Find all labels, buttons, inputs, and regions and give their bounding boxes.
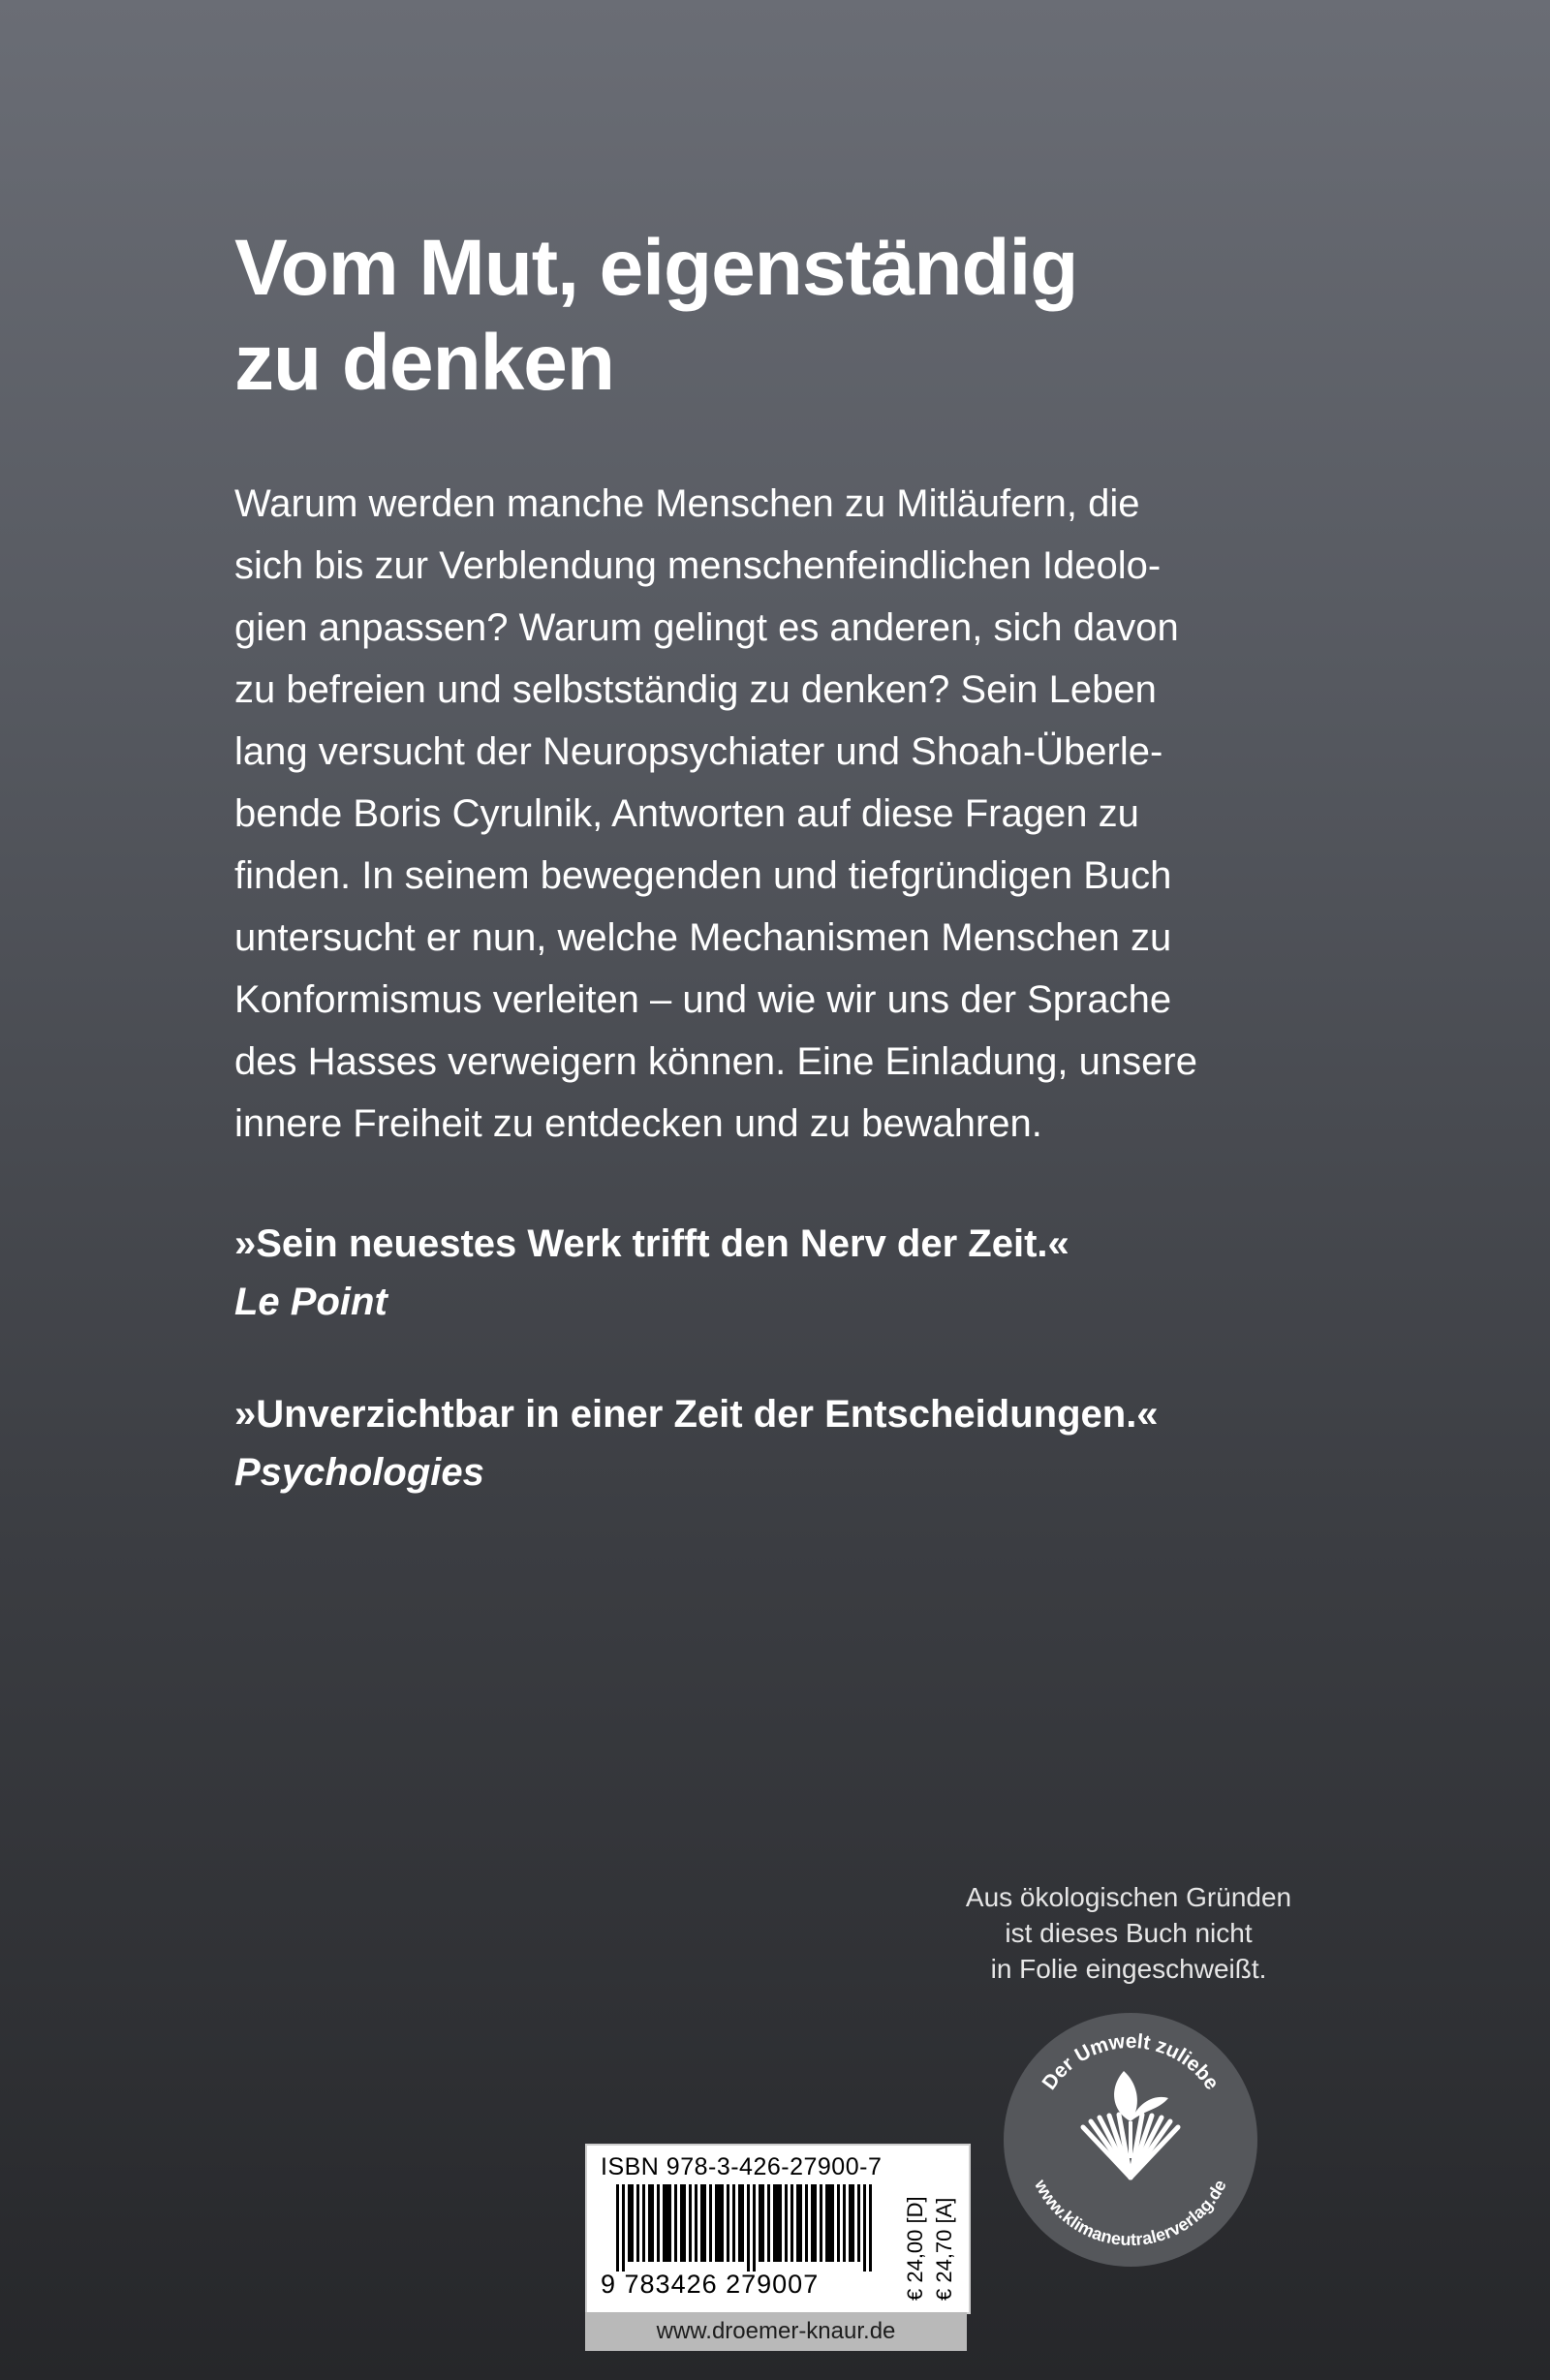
blurb-line: des Hasses verweigern können. Eine Einladung, unsere	[234, 1040, 1197, 1083]
price-austria: € 24,70 [A]	[932, 2197, 956, 2301]
eco-note	[930, 1879, 1327, 1987]
headline	[234, 221, 1397, 411]
eco-note-line: Aus ökologischen Gründen	[965, 1882, 1292, 1912]
blurb-line: sich bis zur Verblendung menschenfeindlichen Ideolo-	[234, 544, 1162, 587]
blurb-line: innere Freiheit zu entdecken und zu bewahren.	[234, 1102, 1042, 1145]
blurb-line: lang versucht der Neuropsychiater und Shoah-Überle-	[234, 730, 1163, 773]
review-quote-1	[234, 1215, 1070, 1331]
blurb-line: gien anpassen? Warum gelingt es anderen, sich davon	[234, 606, 1179, 649]
headline-line-2: zu denken	[234, 319, 614, 407]
quote-text: »Sein neuestes Werk trifft den Nerv der Zeit.«	[234, 1222, 1070, 1265]
badge-top-text: Der Umwelt zuliebe	[1038, 2029, 1224, 2094]
isbn-text: ISBN 978-3-426-27900-7	[601, 2153, 883, 2180]
blurb-line: untersucht er nun, welche Mechanismen Menschen zu	[234, 916, 1172, 959]
blurb-line: finden. In seinem bewegenden und tiefgründigen Buch	[234, 854, 1172, 897]
quote-source: Psychologies	[234, 1451, 484, 1494]
eco-badge-graphic	[1004, 2013, 1257, 2267]
barcode-icon	[616, 2184, 887, 2272]
blurb-line: bende Boris Cyrulnik, Antworten auf diese Fragen zu	[234, 792, 1139, 835]
badge-bottom-text: www.klimaneutralerverlag.de	[1031, 2176, 1230, 2250]
book-leaf-icon	[1083, 2071, 1178, 2178]
barcode-box	[585, 2144, 971, 2314]
headline-line-1: Vom Mut, eigenständig	[234, 224, 1078, 312]
quote-source: Le Point	[234, 1281, 388, 1323]
barcode-number: 9 783426 279007	[601, 2270, 820, 2299]
price-block	[895, 2186, 963, 2303]
blurb-line: zu befreien und selbstständig zu denken? Sein Leben	[234, 668, 1157, 711]
quote-text: »Unverzichtbar in einer Zeit der Entscheidungen.«	[234, 1393, 1159, 1436]
review-quote-2	[234, 1385, 1159, 1501]
blurb-line: Konformismus verleiten – und wie wir uns der Sprache	[234, 978, 1172, 1021]
blurb-line: Warum werden manche Menschen zu Mitläufern, die	[234, 482, 1140, 525]
price-germany: € 24,00 [D]	[903, 2196, 927, 2301]
eco-badge	[1004, 2013, 1257, 2267]
publisher-website[interactable]: www.droemer-knaur.de	[585, 2312, 967, 2351]
blurb-text	[234, 473, 1319, 1155]
eco-note-line: in Folie eingeschweißt.	[990, 1954, 1267, 1984]
eco-note-line: ist dieses Buch nicht	[1005, 1918, 1253, 1948]
